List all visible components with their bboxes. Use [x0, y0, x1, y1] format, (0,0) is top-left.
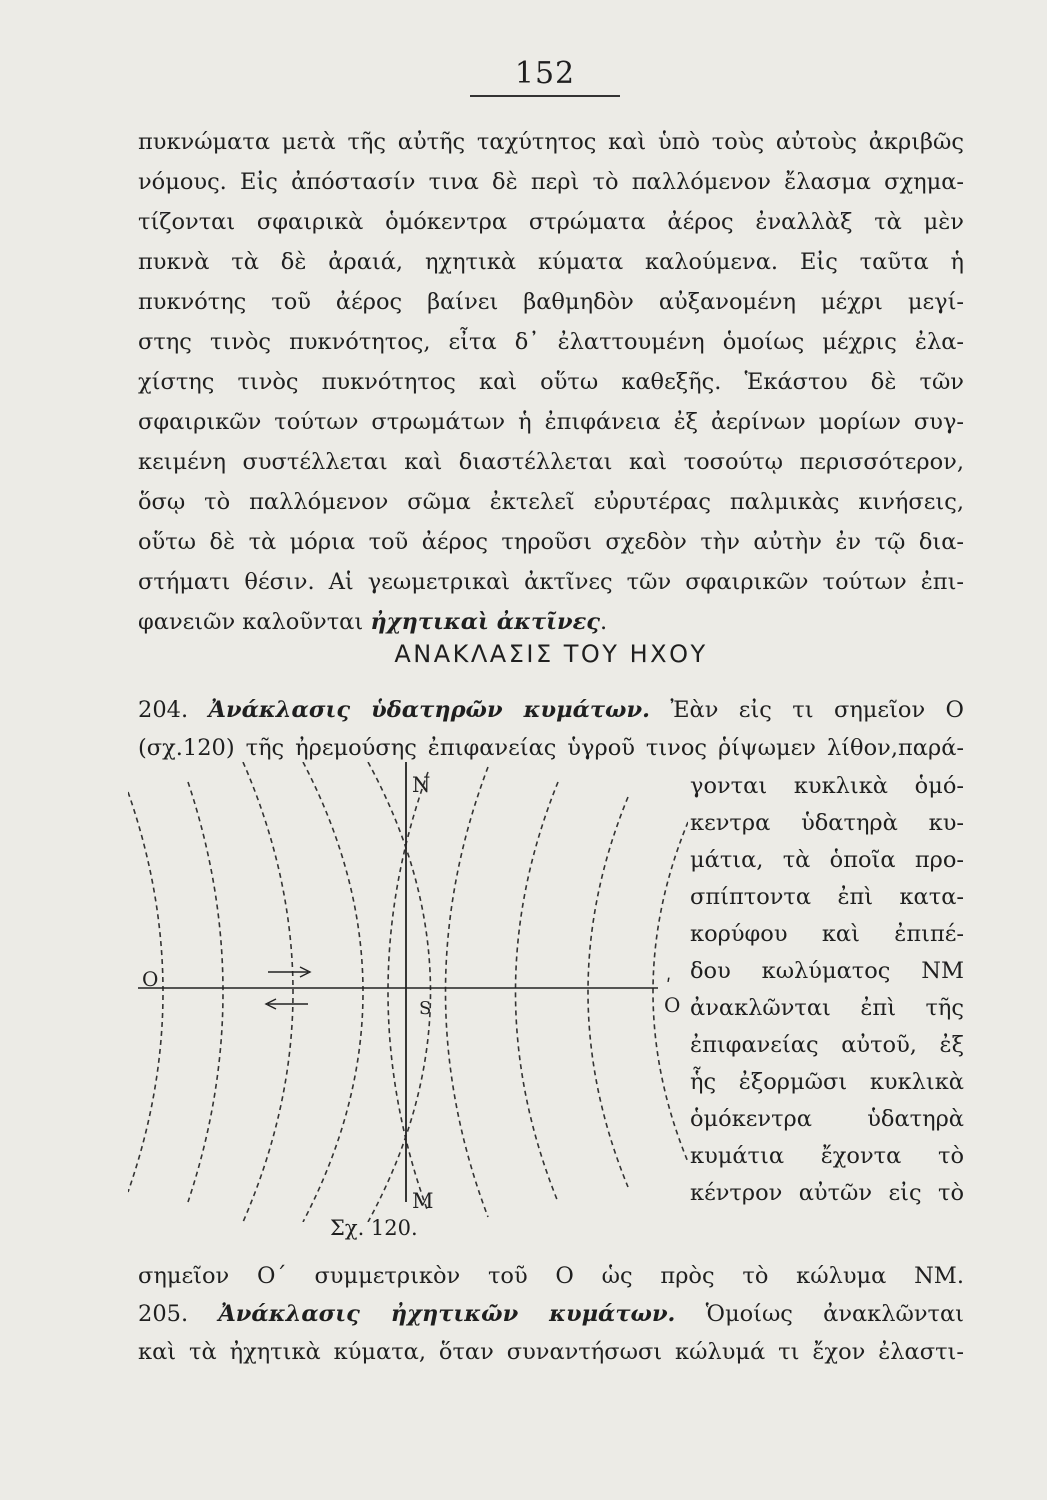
text-line: καὶ τὰ ἠχητικὰ κύματα, ὅταν συναντήσωσι κώλυμά τι ἔχον ἐλαστι- [138, 1339, 964, 1365]
text-span: φανειῶν καλοῦνται [138, 609, 371, 635]
text-line: πυκνώματα μετὰ τῆς αὐτῆς ταχύτητος καὶ ὑπὸ τοὺς αὐτοὺς ἀκριβῶς [138, 129, 964, 155]
section-title: Ἀνάκλασις ἠχητικῶν κυμάτων. [218, 1301, 676, 1327]
label-n: N [412, 773, 431, 797]
text-line [138, 604, 964, 640]
incident-wavefronts [188, 762, 431, 1222]
text-line: γονται κυκλικὰ ὁμό- [690, 773, 964, 799]
text-span: . [599, 609, 608, 635]
text-line [138, 1296, 964, 1332]
text-line: κεντρα ὑδατηρὰ κυ- [690, 810, 964, 836]
section-number: 205. [138, 1301, 189, 1327]
text-line: στης τινὸς πυκνότητος, εἶτα δ᾽ ἐλαττουμένη ὁμοίως μέχρις ἐλα- [138, 329, 964, 355]
reflected-wavefront [516, 782, 559, 1202]
text-line: κορύφου καὶ ἐπιπέ- [690, 921, 964, 947]
prime-mark: ʹ [666, 976, 672, 997]
text-span: Ὁμοίως ἀνακλῶνται [675, 1301, 964, 1327]
text-line: πυκνὰ τὰ δὲ ἀραιά, ηχητικὰ κύματα καλούμενα. Εἰς ταῦτα ἡ [138, 249, 964, 275]
text-line: τίζονται σφαιρικὰ ὁμόκεντρα στρώματα ἀέρος ἐναλλὰξ τὰ μὲν [138, 209, 964, 235]
emphasis-term: ἠχητικαὶ ἀκτῖνες [370, 609, 600, 635]
text-line: χίστης τινὸς πυκνότητος καὶ οὕτω καθεξῆς. Ἑκάστου δὲ τῶν [138, 369, 964, 395]
text-line: ἀνακλῶνται ἐπὶ τῆς [690, 995, 964, 1021]
section-heading: ΑΝΑΚΛΑΣΙΣ ΤΟΥ ΗΧΟΥ [394, 640, 708, 668]
label-m: M [412, 1189, 434, 1213]
incident-wavefront [243, 762, 293, 1222]
text-line: στήματι θέσιν. Αἱ γεωμετρικαὶ ἀκτῖνες τῶν σφαιρικῶν τούτων ἐπι- [138, 569, 964, 595]
label-o-prime: O [664, 993, 681, 1017]
text-span: Ἐὰν εἰς τι σημεῖον Ο [649, 697, 964, 723]
text-line: δου κωλύματος ΝΜ [690, 958, 964, 984]
section-number: 204. [138, 697, 189, 723]
text-line: ἧς ἐξορμῶσι κυκλικὰ [690, 1069, 964, 1095]
reflected-wavefront [446, 767, 489, 1217]
reflected-wavefront [388, 772, 431, 1212]
text-line: νόμους. Εἰς ἀπόστασίν τινα δὲ περὶ τὸ παλλόμενον ἔλασμα σχημα- [138, 169, 964, 195]
page-number: 152 [514, 56, 576, 91]
section-title: Ἀνάκλασις ὑδατηρῶν κυμάτων. [208, 697, 650, 723]
reflected-wavefront [588, 797, 628, 1187]
text-line: σπίπτοντα ἐπὶ κατα- [690, 884, 964, 910]
reflected-wavefront [128, 792, 163, 1192]
wave-reflection-diagram [128, 762, 688, 1222]
text-line: ἐπιφανείας αὐτοῦ, ἐξ [690, 1032, 964, 1058]
incident-wavefront [368, 762, 431, 1222]
text-line: κέντρον αὐτῶν εἰς τὸ [690, 1180, 964, 1206]
text-line: κυμάτια ἔχοντα τὸ [690, 1143, 964, 1169]
label-s: S [419, 998, 432, 1019]
figure-120 [128, 762, 688, 1222]
text-line: μάτια, τὰ ὁποῖα προ- [690, 847, 964, 873]
incident-wavefront [188, 782, 223, 1202]
text-line: σφαιρικῶν τούτων στρωμάτων ἡ ἐπιφάνεια ἐξ ἀερίνων μορίων συγ- [138, 409, 964, 435]
incident-wavefront [303, 762, 363, 1222]
reflected-wavefronts [128, 767, 688, 1217]
text-line: κειμένη συστέλλεται καὶ διαστέλλεται καὶ τοσούτῳ περισσότερον, [138, 449, 964, 475]
text-line: σημεῖον Ο΄ συμμετρικὸν τοῦ Ο ὡς πρὸς τὸ κώλυμα ΝΜ. [138, 1263, 964, 1289]
page-number-rule [470, 95, 620, 97]
label-o: O [142, 967, 159, 991]
text-line [138, 692, 964, 728]
text-line: ὁμόκεντρα ὑδατηρὰ [690, 1106, 964, 1132]
figure-caption: Σχ. 120. [330, 1216, 418, 1240]
text-line: οὕτω δὲ τὰ μόρια τοῦ ἀέρος τηροῦσι σχεδὸν τὴν αὐτὴν ἐν τῷ δια- [138, 529, 964, 555]
text-line: πυκνότης τοῦ ἀέρος βαίνει βαθμηδὸν αὐξανομένη μέχρι μεγί- [138, 289, 964, 315]
text-line: ὅσῳ τὸ παλλόμενον σῶμα ἐκτελεῖ εὐρυτέρας παλμικὰς κινήσεις, [138, 489, 964, 515]
text-line: (σχ.120) τῆς ἠρεμούσης ἐπιφανείας ὑγροῦ τινος ῥίψωμεν λίθον,παρά- [138, 735, 964, 761]
